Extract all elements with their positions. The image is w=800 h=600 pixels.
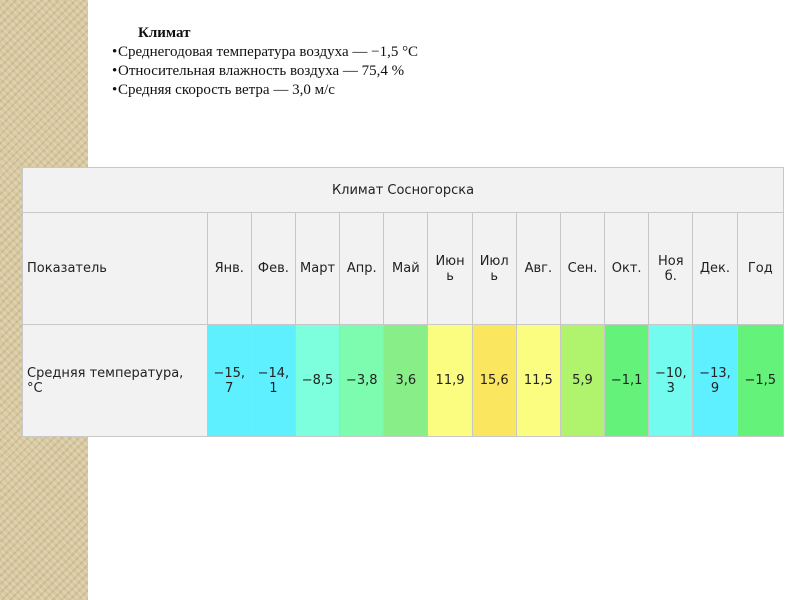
- temperature-label-cell: Средняя температура, °C: [23, 325, 208, 437]
- climate-list: [112, 43, 418, 100]
- month-header-cell: Фев.: [251, 213, 295, 325]
- temperature-cell: −1,1: [605, 325, 649, 437]
- climate-item-text: Относительная влажность воздуха — 75,4 %: [118, 63, 405, 79]
- table-title-row: [23, 168, 784, 213]
- climate-summary: [112, 24, 418, 100]
- climate-item-text: Средняя скорость ветра — 3,0 м/с: [118, 82, 335, 98]
- temperature-cell: 11,9: [428, 325, 472, 437]
- climate-list-item: [112, 43, 418, 62]
- table-header-row: [23, 213, 784, 325]
- temperature-cell: −15,7: [207, 325, 251, 437]
- temperature-cell: 11,5: [516, 325, 560, 437]
- climate-list-item: [112, 62, 418, 81]
- bullet-icon: •: [112, 82, 118, 98]
- temperature-cell: −14,1: [251, 325, 295, 437]
- month-header-cell: Янв.: [207, 213, 251, 325]
- row-header-cell: Показатель: [23, 213, 208, 325]
- temperature-cell: −8,5: [295, 325, 339, 437]
- temperature-cell: 3,6: [384, 325, 428, 437]
- temperature-cell: −3,8: [340, 325, 384, 437]
- year-header-cell: Год: [737, 213, 783, 325]
- temperature-cell: 15,6: [472, 325, 516, 437]
- year-temperature-cell: −1,5: [737, 325, 783, 437]
- month-header-cell: Дек.: [693, 213, 737, 325]
- month-header-cell: Апр.: [340, 213, 384, 325]
- temperature-cell: 5,9: [560, 325, 604, 437]
- temperature-cell: −10,3: [649, 325, 693, 437]
- climate-item-text: Среднегодовая температура воздуха — −1,5 °C: [118, 44, 419, 60]
- bullet-icon: •: [112, 44, 118, 60]
- month-header-cell: Сен.: [560, 213, 604, 325]
- temperature-cell: −13,9: [693, 325, 737, 437]
- climate-list-item: [112, 81, 418, 100]
- month-header-cell: Окт.: [605, 213, 649, 325]
- month-header-cell: Авг.: [516, 213, 560, 325]
- table-title: Климат Сосногорска: [23, 168, 784, 213]
- month-header-cell: Нояб.: [649, 213, 693, 325]
- month-header-cell: Июль: [472, 213, 516, 325]
- month-header-cell: Май: [384, 213, 428, 325]
- month-header-cell: Июнь: [428, 213, 472, 325]
- climate-table: [22, 167, 784, 437]
- month-header-cell: Март: [295, 213, 339, 325]
- temperature-row: [23, 325, 784, 437]
- climate-heading: Климат: [138, 25, 191, 41]
- bullet-icon: •: [112, 63, 118, 79]
